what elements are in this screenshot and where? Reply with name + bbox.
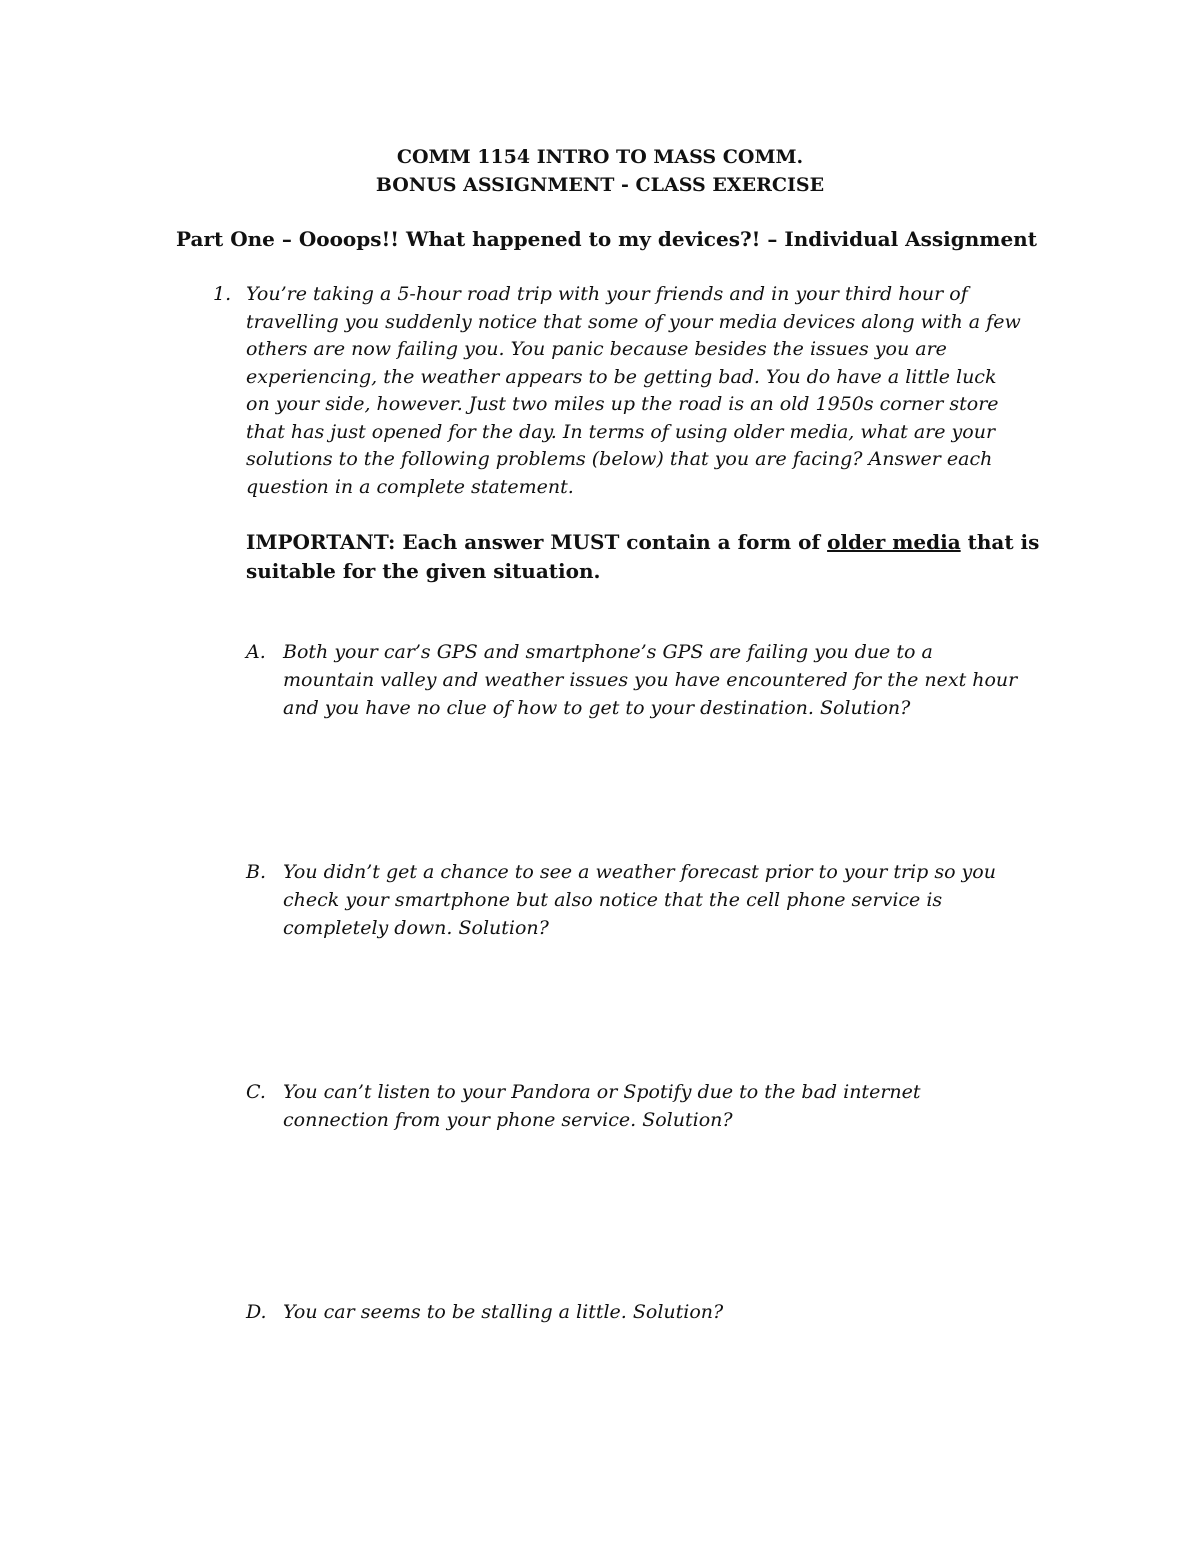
question-line: solutions to the following problems (below) that you are facing? Answer each [246, 448, 993, 470]
sub-question-letter: C. [246, 1081, 266, 1103]
sub-question-line: and you have no clue of how to get to your destination. Solution? [283, 697, 911, 719]
document-header [0, 143, 1200, 199]
question-line: others are now failing you. You panic because besides the issues you are [246, 338, 947, 360]
important-suffix: that is [960, 530, 1040, 554]
sub-question-letter: D. [246, 1301, 267, 1323]
sub-question-line: check your smartphone but also notice that the cell phone service is [283, 889, 943, 911]
important-line-2: suitable for the given situation. [246, 559, 601, 583]
question-line: You’re taking a 5-hour road trip with your friends and in your third hour of [246, 283, 968, 305]
sub-question-text [283, 638, 1043, 722]
sub-question-text [283, 1298, 1043, 1326]
question-number: 1. [213, 283, 232, 305]
sub-question-line: connection from your phone service. Solution? [283, 1109, 733, 1131]
sub-question-line: mountain valley and weather issues you have encountered for the next hour [283, 669, 1018, 691]
sub-question-line: completely down. Solution? [283, 917, 549, 939]
older-media-emphasis: older media [827, 530, 961, 554]
question-line: question in a complete statement. [246, 475, 574, 498]
sub-question-letter: B. [246, 861, 267, 883]
question-line: travelling you suddenly notice that some of your media devices along with a few [246, 310, 1021, 333]
sub-question-letter: A. [246, 641, 266, 663]
sub-question-line: You can’t listen to your Pandora or Spotify due to the bad internet [283, 1081, 921, 1103]
question-line: that has just opened for the day. In terms of using older media, what are your [246, 420, 996, 443]
question-line: experiencing, the weather appears to be getting bad. You do have a little luck [246, 365, 997, 388]
sub-question-line: Both your car’s GPS and smartphone’s GPS are failing you due to a [283, 641, 933, 663]
important-prefix: IMPORTANT: Each answer MUST contain a form of [246, 530, 828, 554]
question-1-text [246, 281, 1026, 501]
important-note [246, 528, 1040, 586]
assignment-title: BONUS ASSIGNMENT - CLASS EXERCISE [375, 174, 825, 196]
part-one-heading: Part One – Oooops!! What happened to my devices?! – Individual Assignment [176, 227, 1037, 251]
sub-question-text [283, 1078, 1043, 1134]
course-title: COMM 1154 INTRO TO MASS COMM. [396, 146, 804, 168]
sub-question-line: You didn’t get a chance to see a weather forecast prior to your trip so you [283, 861, 996, 883]
question-line: on your side, however. Just two miles up the road is an old 1950s corner store [246, 393, 999, 415]
sub-question-line: You car seems to be stalling a little. Solution? [283, 1301, 724, 1323]
important-line-1 [246, 528, 1040, 557]
sub-question-text [283, 858, 1043, 942]
